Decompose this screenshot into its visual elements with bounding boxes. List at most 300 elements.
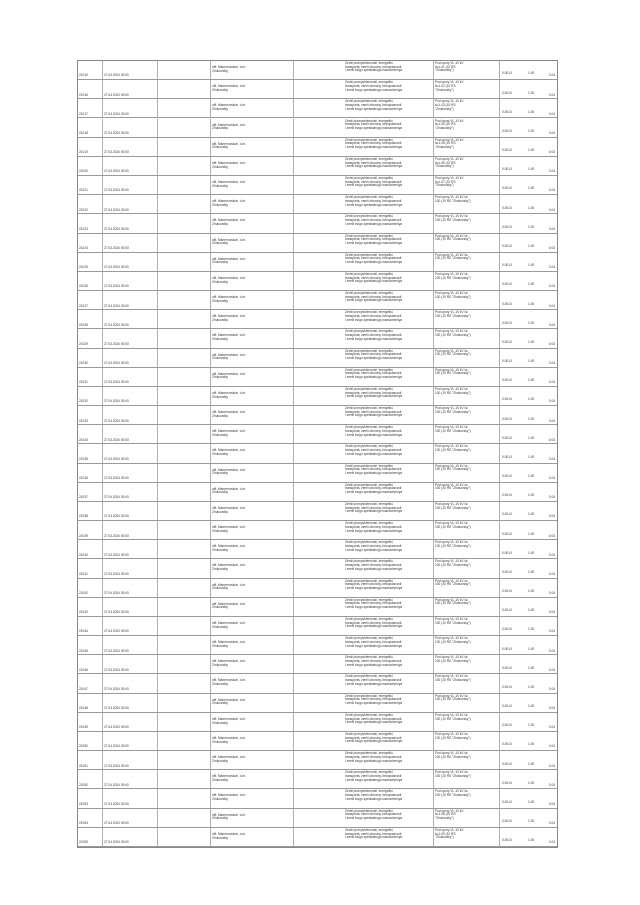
cell-category [344, 770, 434, 788]
record-area: 0.0014 [502, 224, 512, 229]
record-value-2: 0.04 [548, 744, 555, 749]
table-row [78, 674, 557, 693]
record-date: 27.04.2024 00:00 [104, 73, 129, 78]
cell-date [103, 789, 158, 807]
record-number: 21028 [79, 322, 88, 327]
record-value-1: 1.00 [528, 128, 535, 133]
cell-date [103, 425, 158, 443]
cell-empty [158, 349, 211, 367]
record-category: Zemli promyshlennosti, energetiki, transporta, zemli oborony, bezopasnosti i zemli inogo spetsialnogo naznacheniya [345, 578, 403, 591]
record-value-2: 0.04 [548, 245, 555, 250]
record-value-1: 1.00 [528, 512, 535, 517]
cell-category [344, 272, 434, 290]
cell-category [344, 828, 434, 846]
record-number: 21049 [79, 725, 88, 730]
cell-spec [434, 234, 500, 252]
cell-spec [434, 789, 500, 807]
record-value-2: 0.04 [548, 763, 555, 768]
record-category: Zemli promyshlennosti, energetiki, transporta, zemli oborony, bezopasnosti i zemli inogo spetsialnogo naznacheniya [345, 195, 403, 207]
cell-category [344, 195, 434, 213]
cell-address [211, 444, 294, 462]
cell-address [211, 579, 294, 597]
cell-spec [434, 617, 500, 635]
cell-date [103, 61, 158, 79]
cell-empty [158, 80, 211, 98]
cell-values [500, 272, 557, 290]
cell-empty [158, 751, 211, 769]
cell-address [211, 751, 294, 769]
record-number: 21045 [79, 648, 88, 653]
record-area: 0.0014 [502, 167, 512, 172]
cell-address [211, 291, 294, 309]
cell-date [103, 214, 158, 232]
cell-number [78, 329, 103, 347]
cell-values [500, 80, 557, 98]
record-number: 21026 [79, 284, 88, 289]
record-value-1: 1.00 [528, 243, 535, 248]
record-area: 0.0014 [502, 819, 512, 824]
cell-number [78, 483, 103, 501]
cell-category [344, 713, 434, 731]
cell-values [500, 157, 557, 175]
record-date: 27.04.2024 00:00 [104, 130, 129, 135]
cell-spec [434, 406, 500, 424]
cell-empty [158, 214, 211, 232]
cell-spec [434, 176, 500, 194]
record-number: 21016 [79, 92, 88, 97]
record-date: 27.04.2024 00:00 [104, 418, 129, 423]
record-value-1: 1.00 [528, 435, 535, 440]
cell-values [500, 809, 557, 827]
cell-number [78, 310, 103, 328]
cell-address [211, 234, 294, 252]
record-address: ofit. Mamerovskoe, d.m. Zhukovskiy [212, 352, 247, 361]
record-spec: Pod opory VL-10 kV №1-03 (10 RS "Zhukovsky") [435, 99, 464, 111]
record-address: ofit. Mamerovskoe, d.m. Zhukovskiy [212, 65, 247, 73]
cell-empty [158, 540, 211, 558]
cell-category [344, 617, 434, 635]
record-spec: Pod opory VL-10 kV №1-06 (10 RS "Zhukovsky") [435, 156, 464, 169]
record-value-2: 0.04 [548, 130, 555, 135]
cell-spec [434, 674, 500, 692]
cell-spec [434, 291, 500, 309]
cell-number [78, 253, 103, 271]
record-area: 0.0014 [502, 646, 512, 651]
record-category: Zemli promyshlennosti, energetiki, transporta, zemli oborony, bezopasnosti i zemli inogo spetsialnogo naznacheniya [345, 827, 403, 840]
cell-category [344, 425, 434, 443]
table-row [78, 483, 557, 502]
record-spec: Pod opory VL-10 kV №1-05 (10 RS "Zhukovsky") [435, 137, 464, 150]
cell-values [500, 464, 557, 482]
cell-empty [158, 310, 211, 328]
record-category: Zemli promyshlennosti, energetiki, transporta, zemli oborony, bezopasnosti i zemli inogo spetsialnogo naznacheniya [345, 540, 403, 552]
cell-date [103, 310, 158, 328]
record-date: 27.04.2024 00:00 [104, 150, 129, 155]
record-value-2: 0.04 [548, 226, 555, 231]
record-value-2: 0.04 [548, 284, 555, 289]
cell-address [211, 425, 294, 443]
record-area: 0.0014 [502, 742, 512, 747]
cell-empty [158, 636, 211, 654]
record-value-2: 0.04 [548, 92, 555, 97]
record-category: Zemli promyshlennosti, energetiki, transporta, zemli oborony, bezopasnosti i zemli inogo spetsialnogo naznacheniya [345, 425, 403, 437]
cell-spec [434, 655, 500, 673]
cell-number [78, 80, 103, 98]
cell-empty [158, 828, 211, 846]
record-spec: Pod opory VL-10 kV № 100 (10 RS "Zhukovsky") [435, 597, 471, 606]
record-area: 0.0014 [502, 799, 512, 804]
cell-spec [434, 387, 500, 405]
cell-values [500, 387, 557, 405]
cell-category [344, 406, 434, 424]
record-value-2: 0.04 [548, 341, 555, 346]
record-value-1: 1.00 [528, 589, 535, 594]
record-address: ofit. Mamerovskoe, d.m. Zhukovskiy [212, 793, 247, 802]
cell-address [211, 713, 294, 731]
record-value-1: 1.00 [528, 531, 535, 536]
record-number: 21041 [79, 571, 88, 576]
record-spec: Pod opory VL-10 kV № 100 (10 RS "Zhukovsky") [435, 425, 471, 433]
record-date: 27.04.2024 00:00 [104, 303, 129, 308]
record-number: 21036 [79, 476, 88, 481]
cell-spec [434, 809, 500, 827]
cell-values [500, 310, 557, 328]
cell-address [211, 387, 294, 405]
record-value-1: 1.00 [528, 493, 535, 498]
record-number: 21047 [79, 686, 88, 691]
cell-number [78, 732, 103, 750]
record-date: 27.04.2024 00:00 [104, 380, 129, 385]
table-row [78, 119, 557, 138]
record-address: ofit. Mamerovskoe, d.m. Zhukovskiy [212, 448, 247, 457]
record-spec: Pod opory VL-10 kV №1-08 (10 RS "Zhukovsky") [435, 808, 464, 821]
record-area: 0.0014 [502, 282, 512, 287]
cell-date [103, 521, 158, 539]
cell-number [78, 559, 103, 577]
record-number: 21052 [79, 782, 88, 787]
cell-values [500, 521, 557, 539]
cell-address [211, 674, 294, 692]
record-number: 21029 [79, 341, 88, 346]
cell-spec [434, 521, 500, 539]
cell-address [211, 521, 294, 539]
cell-number [78, 636, 103, 654]
record-value-1: 1.00 [528, 761, 535, 766]
cell-number [78, 406, 103, 424]
record-date: 27.04.2024 00:00 [104, 188, 129, 193]
record-category: Zemli promyshlennosti, energetiki, transporta, zemli oborony, bezopasnosti i zemli inogo spetsialnogo naznacheniya [345, 233, 403, 245]
record-number: 21054 [79, 821, 88, 826]
record-value-1: 1.00 [528, 148, 535, 153]
cell-empty [158, 770, 211, 788]
cell-empty [158, 694, 211, 712]
cell-address [211, 655, 294, 673]
record-date: 27.04.2024 00:00 [104, 821, 129, 826]
cell-address [211, 99, 294, 117]
cell-number [78, 674, 103, 692]
cell-number [78, 234, 103, 252]
record-address: ofit. Mamerovskoe, d.m. Zhukovskiy [212, 141, 247, 150]
record-date: 27.04.2024 00:00 [104, 495, 129, 500]
record-number: 21025 [79, 265, 88, 270]
cell-values [500, 349, 557, 367]
record-spec: Pod opory VL-10 kV № 100 (10 RS "Zhukovsky") [435, 233, 471, 242]
record-address: ofit. Mamerovskoe, d.m. Zhukovskiy [212, 659, 247, 667]
record-spec: Pod opory VL-10 kV № 100 (10 RS "Zhukovsky") [435, 751, 471, 759]
record-spec: Pod opory VL-10 kV № 100 (10 RS "Zhukovsky") [435, 655, 471, 663]
cell-spec [434, 138, 500, 156]
record-date: 27.04.2024 00:00 [104, 265, 129, 270]
record-value-1: 1.00 [528, 838, 535, 843]
cell-number [78, 540, 103, 558]
cell-category [344, 80, 434, 98]
record-area: 0.0014 [502, 243, 512, 248]
cell-address [211, 540, 294, 558]
record-value-2: 0.04 [548, 265, 555, 270]
table-row [78, 464, 557, 483]
record-value-2: 0.04 [548, 667, 555, 672]
record-number: 21040 [79, 552, 88, 557]
cell-date [103, 291, 158, 309]
record-area: 0.0014 [502, 780, 512, 785]
table-row [78, 253, 557, 272]
cell-values [500, 598, 557, 616]
table-row [78, 195, 557, 214]
cell-category [344, 521, 434, 539]
record-value-2: 0.04 [548, 514, 555, 519]
record-address: ofit. Mamerovskoe, d.m. Zhukovskiy [212, 563, 247, 572]
cell-date [103, 617, 158, 635]
record-address: ofit. Mamerovskoe, d.m. Zhukovskiy [212, 122, 247, 131]
record-date: 27.04.2024 00:00 [104, 169, 129, 174]
record-area: 0.0014 [502, 397, 512, 402]
record-address: ofit. Mamerovskoe, d.m. Zhukovskiy [212, 831, 247, 840]
table-row [78, 80, 557, 99]
cell-date [103, 809, 158, 827]
cell-date [103, 99, 158, 117]
cell-address [211, 598, 294, 616]
cell-spec [434, 329, 500, 347]
record-number: 21034 [79, 437, 88, 442]
record-number: 21022 [79, 207, 88, 212]
record-value-2: 0.04 [548, 188, 555, 193]
record-area: 0.0014 [502, 474, 512, 479]
cell-values [500, 655, 557, 673]
table-row [78, 809, 557, 828]
record-date: 27.04.2024 00:00 [104, 456, 129, 461]
record-value-1: 1.00 [528, 397, 535, 402]
cell-values [500, 234, 557, 252]
table-row [78, 234, 557, 253]
table-row [78, 617, 557, 636]
cell-date [103, 674, 158, 692]
cell-spec [434, 713, 500, 731]
cell-empty [158, 253, 211, 271]
record-value-1: 1.00 [528, 282, 535, 287]
record-category: Zemli promyshlennosti, energetiki, transporta, zemli oborony, bezopasnosti i zemli inogo spetsialnogo naznacheniya [345, 808, 403, 821]
record-value-2: 0.04 [548, 552, 555, 557]
cell-number [78, 809, 103, 827]
cell-empty [158, 732, 211, 750]
record-address: ofit. Mamerovskoe, d.m. Zhukovskiy [212, 429, 247, 437]
record-value-1: 1.00 [528, 378, 535, 383]
cell-values [500, 828, 557, 846]
record-value-2: 0.04 [548, 648, 555, 653]
record-date: 27.04.2024 00:00 [104, 840, 129, 845]
cell-number [78, 157, 103, 175]
record-address: ofit. Mamerovskoe, d.m. Zhukovskiy [212, 180, 247, 188]
cell-spec [434, 502, 500, 520]
record-value-1: 1.00 [528, 339, 535, 344]
record-category: Zemli promyshlennosti, energetiki, transporta, zemli oborony, bezopasnosti i zemli inogo spetsialnogo naznacheniya [345, 482, 403, 495]
cell-number [78, 598, 103, 616]
cell-values [500, 674, 557, 692]
record-value-1: 1.00 [528, 167, 535, 172]
record-category: Zemli promyshlennosti, energetiki, transporta, zemli oborony, bezopasnosti i zemli inogo spetsialnogo naznacheniya [345, 636, 403, 648]
record-date: 27.04.2024 00:00 [104, 725, 129, 730]
cell-address [211, 694, 294, 712]
table-row [78, 406, 557, 425]
cell-date [103, 598, 158, 616]
cell-empty [158, 502, 211, 520]
record-date: 27.04.2024 00:00 [104, 610, 129, 615]
record-value-1: 1.00 [528, 646, 535, 651]
cell-empty [158, 195, 211, 213]
cell-empty [158, 272, 211, 290]
record-spec: Pod opory VL-10 kV № 100 (10 RS "Zhukovsky") [435, 329, 471, 338]
record-address: ofit. Mamerovskoe, d.m. Zhukovskiy [212, 199, 247, 207]
cell-address [211, 253, 294, 271]
record-date: 27.04.2024 00:00 [104, 111, 129, 116]
table-row [78, 713, 557, 732]
cell-spec [434, 598, 500, 616]
cell-address [211, 157, 294, 175]
cell-number [78, 176, 103, 194]
table-row [78, 329, 557, 348]
record-value-1: 1.00 [528, 819, 535, 824]
record-address: ofit. Mamerovskoe, d.m. Zhukovskiy [212, 256, 247, 265]
cell-spec [434, 368, 500, 386]
record-spec: Pod opory VL-10 kV № 100 (10 RS "Zhukovsky") [435, 348, 471, 357]
record-address: ofit. Mamerovskoe, d.m. Zhukovskiy [212, 716, 247, 725]
record-category: Zemli promyshlennosti, energetiki, transporta, zemli oborony, bezopasnosti i zemli inogo spetsialnogo naznacheniya [345, 176, 403, 188]
record-value-2: 0.04 [548, 150, 555, 155]
cell-values [500, 99, 557, 117]
record-spec: Pod opory VL-10 kV № 100 (10 RS "Zhukovsky") [435, 252, 471, 261]
cell-address [211, 138, 294, 156]
cell-category [344, 559, 434, 577]
record-category: Zemli promyshlennosti, energetiki, transporta, zemli oborony, bezopasnosti i zemli inogo spetsialnogo naznacheniya [345, 348, 403, 360]
record-value-1: 1.00 [528, 780, 535, 785]
record-area: 0.0014 [502, 205, 512, 210]
cell-values [500, 502, 557, 520]
cell-address [211, 406, 294, 424]
cell-category [344, 483, 434, 501]
cell-number [78, 828, 103, 846]
record-area: 0.0014 [502, 704, 512, 709]
cell-number [78, 617, 103, 635]
record-number: 21050 [79, 744, 88, 749]
record-address: ofit. Mamerovskoe, d.m. Zhukovskiy [212, 237, 247, 246]
record-number: 21037 [79, 495, 88, 500]
cell-category [344, 368, 434, 386]
cell-date [103, 368, 158, 386]
cell-date [103, 540, 158, 558]
cell-number [78, 694, 103, 712]
record-number: 21019 [79, 150, 88, 155]
cell-category [344, 732, 434, 750]
cell-address [211, 61, 294, 79]
table-row [78, 502, 557, 521]
record-number: 21046 [79, 667, 88, 672]
record-value-1: 1.00 [528, 359, 535, 363]
record-value-2: 0.04 [548, 686, 555, 691]
record-date: 27.04.2024 00:00 [104, 322, 129, 327]
record-spec: Pod opory VL-10 kV №1-02 (10 RS "Zhukovsky") [435, 80, 464, 92]
cell-empty [158, 713, 211, 731]
record-spec: Pod opory VL-10 kV № 100 (10 RS "Zhukovsky") [435, 482, 471, 491]
cell-address [211, 368, 294, 386]
cell-empty [158, 809, 211, 827]
cell-spec [434, 61, 500, 79]
table-row [78, 598, 557, 617]
cell-date [103, 655, 158, 673]
cell-date [103, 406, 158, 424]
record-spec: Pod opory VL-10 kV №1-09 (10 RS "Zhukovsky") [435, 827, 464, 840]
cell-address [211, 828, 294, 846]
cell-date [103, 176, 158, 194]
table-row [78, 138, 557, 157]
cell-category [344, 234, 434, 252]
record-address: ofit. Mamerovskoe, d.m. Zhukovskiy [212, 314, 247, 322]
record-area: 0.0014 [502, 723, 512, 728]
cell-category [344, 751, 434, 769]
cell-spec [434, 99, 500, 117]
record-category: Zemli promyshlennosti, energetiki, transporta, zemli oborony, bezopasnosti i zemli inogo spetsialnogo naznacheniya [345, 501, 403, 514]
cell-empty [158, 655, 211, 673]
cell-category [344, 655, 434, 673]
table-row [78, 828, 557, 847]
record-address: ofit. Mamerovskoe, d.m. Zhukovskiy [212, 410, 247, 418]
record-address: ofit. Mamerovskoe, d.m. Zhukovskiy [212, 755, 247, 763]
cell-empty [158, 99, 211, 117]
cell-category [344, 809, 434, 827]
cell-empty [158, 579, 211, 597]
record-address: ofit. Mamerovskoe, d.m. Zhukovskiy [212, 275, 247, 284]
cell-category [344, 387, 434, 405]
cell-values [500, 579, 557, 597]
record-area: 0.0014 [502, 454, 512, 459]
cell-number [78, 349, 103, 367]
record-value-2: 0.04 [548, 533, 555, 538]
cell-spec [434, 540, 500, 558]
record-area: 0.0014 [502, 71, 512, 76]
cell-spec [434, 828, 500, 846]
record-spec: Pod opory VL-10 kV №1-04 (10 RS "Zhukovsky") [435, 118, 464, 130]
cell-empty [158, 483, 211, 501]
record-spec: Pod opory VL-10 kV № 100 (10 RS "Zhukovsky") [435, 731, 471, 740]
record-value-1: 1.00 [528, 684, 535, 689]
table-row [78, 157, 557, 176]
cell-address [211, 559, 294, 577]
record-value-2: 0.04 [548, 399, 555, 404]
record-number: 21024 [79, 245, 88, 250]
cell-address [211, 483, 294, 501]
cell-number [78, 464, 103, 482]
record-value-2: 0.04 [548, 207, 555, 212]
record-number: 21051 [79, 763, 88, 768]
cell-values [500, 291, 557, 309]
